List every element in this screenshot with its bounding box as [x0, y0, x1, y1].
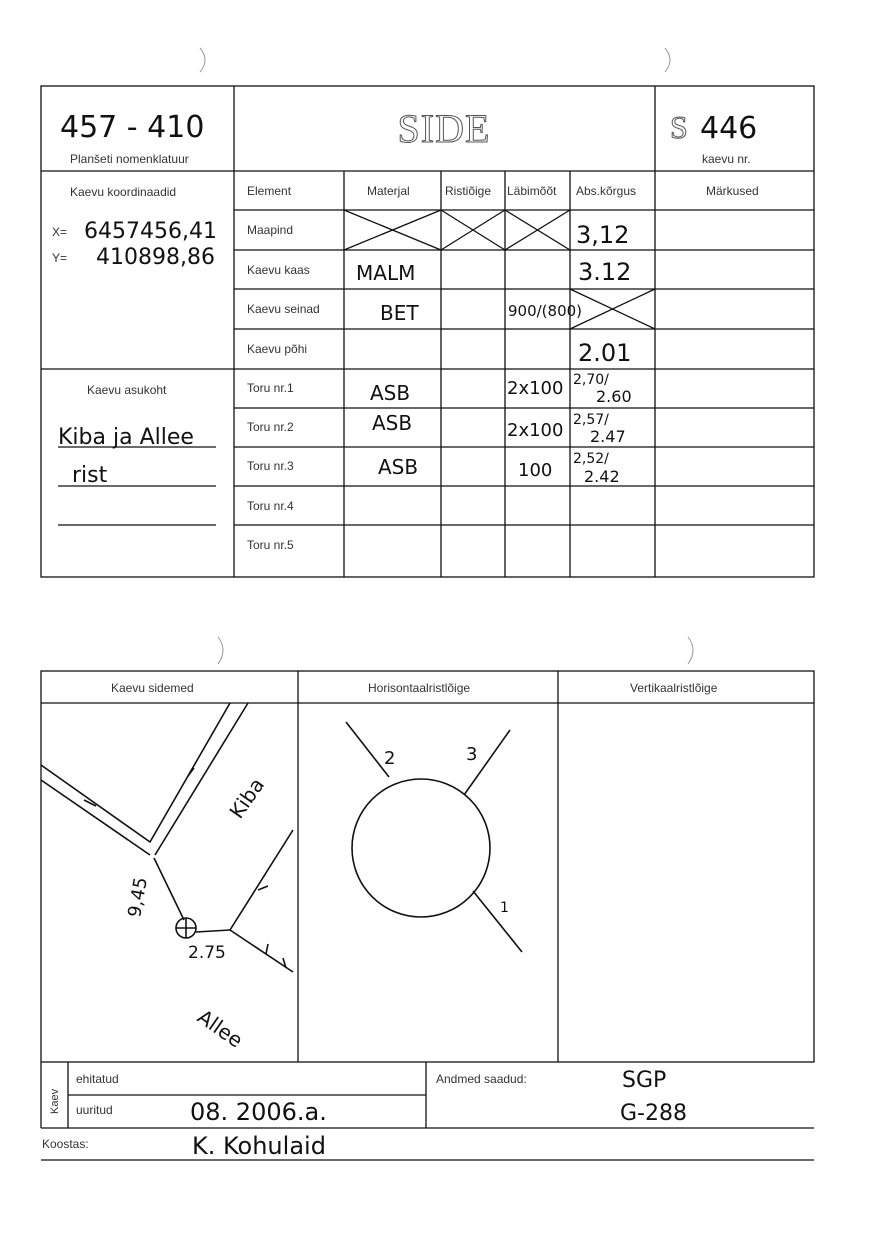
horizontal-section: [346, 722, 522, 952]
row-element: Toru nr.3: [247, 459, 294, 473]
sketch-street-2: Allee: [193, 1004, 248, 1053]
data-received-line2: G-288: [620, 1101, 687, 1126]
pipe-label-1: 1: [500, 900, 509, 916]
pipe-label-2: 2: [384, 748, 396, 769]
compiled-label: Koostas:: [42, 1137, 89, 1151]
row-elevation: 3.12: [578, 258, 632, 286]
surveyed-label: uuritud: [76, 1103, 113, 1117]
row-diameter: 2x100: [507, 420, 564, 441]
row-diameter: 2x100: [507, 378, 564, 399]
pipe-label-3: 3: [466, 744, 478, 765]
manhole-circle: [352, 779, 490, 917]
x-value: 6457456,41: [84, 219, 217, 244]
header-diameter: Läbimõõt: [507, 184, 557, 198]
row-material: ASB: [372, 411, 413, 435]
hole-mark: [688, 637, 693, 664]
connections-label: Kaevu sidemed: [111, 681, 194, 695]
row-element: Kaevu kaas: [247, 263, 310, 277]
header-elevation: Abs.kõrgus: [576, 184, 637, 198]
row-element: Kaevu seinad: [247, 302, 320, 316]
side-label: Kaev: [49, 1088, 61, 1114]
row-material: ASB: [378, 455, 419, 479]
row-elevation: 2.42: [584, 467, 620, 486]
row-material: ASB: [370, 381, 411, 405]
row-diameter: 100: [518, 460, 553, 481]
hole-mark: [218, 637, 223, 664]
location-line1: Kiba ja Allee: [58, 425, 194, 450]
nomenclature-value: 457 - 410: [60, 110, 205, 145]
page-title: SIDE: [397, 106, 491, 151]
surveyed-value: 08. 2006.a.: [190, 1098, 327, 1126]
row-elevation: 2,57/: [573, 412, 609, 428]
row-element: Kaevu põhi: [247, 342, 308, 356]
header-element: Element: [247, 184, 292, 198]
connections-card: [41, 671, 814, 1160]
nomenclature-label: Planšeti nomenklatuur: [70, 152, 189, 166]
manhole-no-prefix: S: [670, 109, 689, 145]
y-value: 410898,86: [96, 245, 215, 270]
y-label: Y=: [52, 251, 68, 265]
row-elevation: 2.47: [590, 427, 626, 446]
header-section: Ristiõige: [445, 184, 492, 198]
hole-mark: [200, 48, 205, 72]
data-received-label: Andmed saadud:: [436, 1072, 527, 1086]
row-element: Maapind: [247, 223, 294, 237]
row-elevation: 2.01: [578, 339, 632, 367]
sketch-street-1: Kiba: [224, 773, 270, 823]
row-diameter: 900/(800): [508, 302, 583, 320]
hole-mark: [665, 48, 670, 72]
row-element: Toru nr.2: [247, 420, 294, 434]
sketch-elevation: 2.75: [188, 943, 226, 963]
row-material: BET: [380, 301, 419, 325]
header-material: Materjal: [367, 184, 410, 198]
row-element: Toru nr.5: [247, 538, 294, 552]
location-label: Kaevu asukoht: [87, 383, 167, 397]
built-label: ehitatud: [76, 1072, 119, 1086]
manhole-no-value: 446: [700, 111, 758, 146]
x-label: X=: [52, 225, 68, 239]
row-element: Toru nr.1: [247, 381, 294, 395]
card-border: [41, 671, 814, 1062]
horizontal-label: Horisontaalristlõige: [368, 681, 471, 695]
compiled-value: K. Kohulaid: [192, 1132, 326, 1160]
manhole-no-label: kaevu nr.: [702, 152, 751, 166]
vertical-label: Vertikaalristlõige: [630, 681, 718, 695]
connections-sketch: [41, 703, 293, 1052]
row-material: MALM: [356, 261, 416, 285]
row-element: Toru nr.4: [247, 499, 294, 513]
data-received-line1: SGP: [622, 1068, 667, 1093]
row-elevation: 2,52/: [573, 451, 609, 467]
row-elevation: 2.60: [596, 387, 632, 406]
row-elevation: 2,70/: [573, 372, 609, 388]
location-line2: rist: [72, 463, 108, 488]
row-elevation: 3,12: [576, 221, 630, 249]
header-notes: Märkused: [706, 184, 759, 198]
coords-label: Kaevu koordinaadid: [70, 185, 177, 199]
manhole-card: [41, 86, 814, 577]
sketch-distance: 9,45: [124, 875, 152, 919]
